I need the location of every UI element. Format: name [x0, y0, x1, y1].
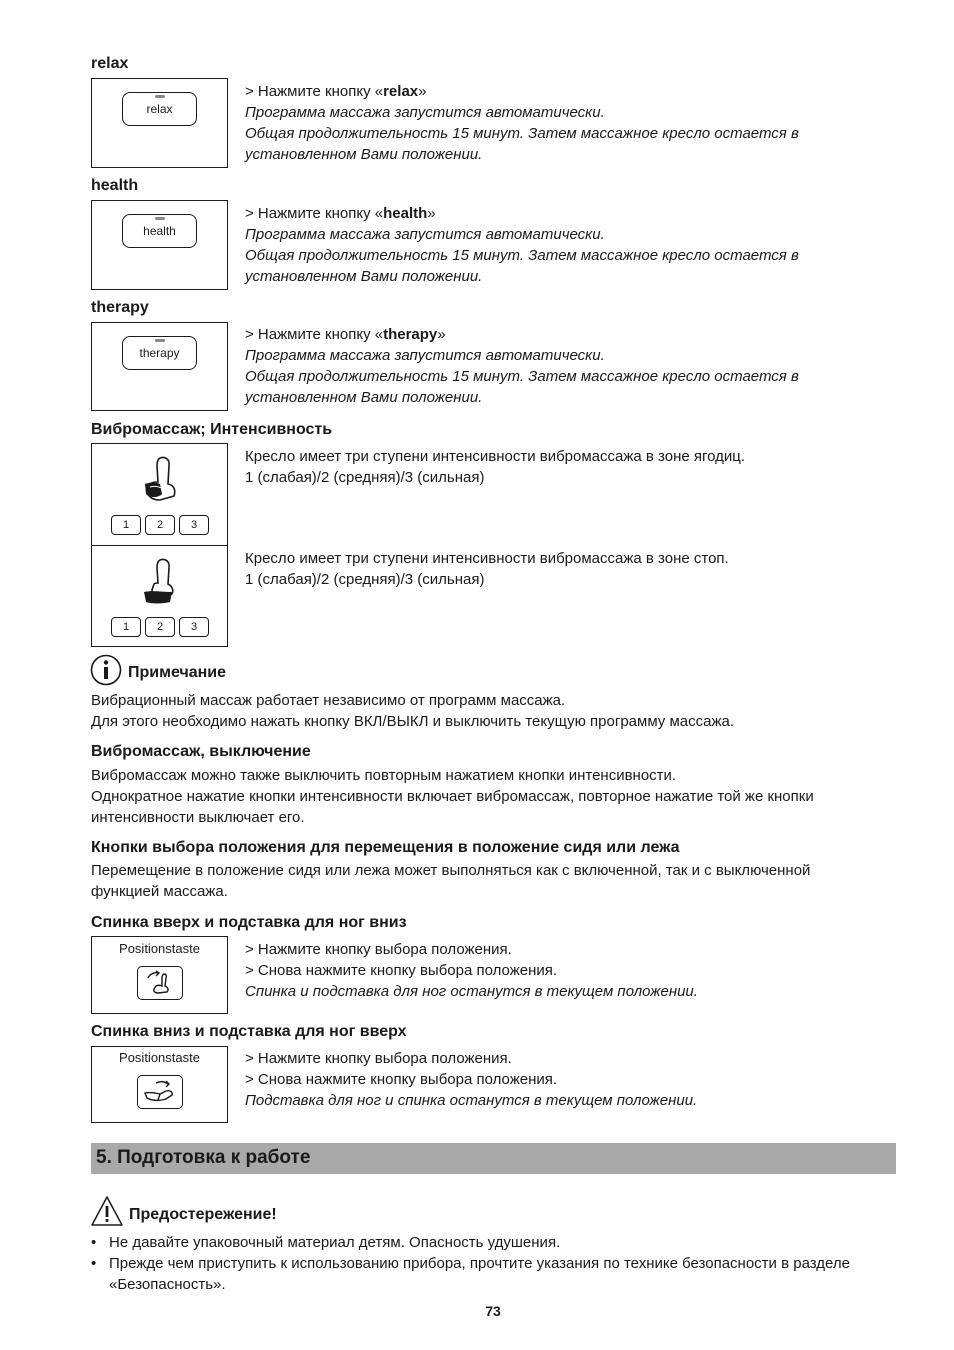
- page-number: 73: [485, 1303, 501, 1319]
- position-key: [137, 966, 183, 1000]
- feet-vibro-description: [245, 548, 885, 590]
- back-up-step: > Снова нажмите кнопку выбора положения.: [245, 962, 558, 979]
- recline-down-icon: [142, 1079, 178, 1105]
- back-down-step: > Нажмите кнопку выбора положения.: [245, 1050, 512, 1067]
- position-buttons-heading: Кнопки выбора положения для перемещения в положение сидя или лежа: [91, 839, 680, 856]
- section-title: 5. Подготовка к работе: [96, 1147, 311, 1168]
- intensity-level-1-button: 1: [111, 617, 141, 637]
- note-heading: Примечание: [128, 664, 227, 681]
- warning-list: [91, 1232, 851, 1295]
- note-body: [91, 690, 891, 732]
- vibro-off-body: [91, 765, 891, 828]
- health-heading: health: [91, 177, 139, 194]
- seat-vibro-levels: 1 (слабая)/2 (средняя)/3 (сильная): [245, 469, 485, 486]
- chair-feet-zone-icon: [140, 556, 180, 606]
- seat-vibro-illustration: [91, 443, 228, 546]
- health-duration: Общая продолжительность 15 минут. Затем массажное кресло остается в: [245, 247, 799, 264]
- feet-vibro-text: Кресло имеет три ступени интенсивности вибромассажа в зоне стоп.: [245, 550, 729, 567]
- relax-instruction: > Нажмите кнопку «relax»: [245, 83, 427, 100]
- info-icon: [90, 654, 122, 686]
- back-down-description: [245, 1048, 885, 1111]
- back-up-heading: Спинка вверх и подставка для ног вниз: [91, 914, 407, 931]
- therapy-description: [245, 324, 885, 408]
- vibro-off-line: Вибромассаж можно также выключить повторным нажатием кнопки интенсивности.: [91, 767, 677, 784]
- relax-position: установленном Вами положении.: [245, 146, 483, 163]
- list-item: • Прежде чем приступить к использованию прибора, прочтите указания по технике безопасности в разделе «Безопасность».: [91, 1253, 851, 1295]
- warning-icon: [90, 1195, 124, 1227]
- back-up-result: Спинка и подставка для ног останутся в текущем положении.: [245, 983, 698, 1000]
- relax-button-illustration: [91, 78, 228, 168]
- therapy-button: therapy: [122, 336, 197, 370]
- back-down-heading: Спинка вниз и подставка для ног вверх: [91, 1023, 407, 1040]
- relax-heading: relax: [91, 55, 129, 72]
- intensity-level-2-button: 2: [145, 617, 175, 637]
- position-key: [137, 1075, 183, 1109]
- therapy-auto-start: Программа массажа запустится автоматически.: [245, 347, 605, 364]
- health-instruction: > Нажмите кнопку «health»: [245, 205, 436, 222]
- back-up-description: [245, 939, 885, 1002]
- back-up-step: > Нажмите кнопку выбора положения.: [245, 941, 512, 958]
- position-key-label: Positionstaste: [119, 1050, 200, 1065]
- position-buttons-body: [91, 860, 891, 902]
- health-auto-start: Программа массажа запустится автоматически.: [245, 226, 605, 243]
- intensity-level-3-button: 3: [179, 617, 209, 637]
- back-down-button-illustration: [91, 1046, 228, 1123]
- health-position: установленном Вами положении.: [245, 268, 483, 285]
- back-up-button-illustration: [91, 936, 228, 1014]
- list-item: • Не давайте упаковочный материал детям. Опасность удушения.: [91, 1232, 851, 1253]
- note-line: Для этого необходимо нажать кнопку ВКЛ/ВЫКЛ и выключить текущую программу массажа.: [91, 713, 735, 730]
- position-buttons-line: функцией массажа.: [91, 883, 228, 900]
- seat-vibro-description: [245, 446, 885, 488]
- feet-vibro-levels: 1 (слабая)/2 (средняя)/3 (сильная): [245, 571, 485, 588]
- warning-heading: Предостережение!: [129, 1206, 277, 1223]
- back-down-result: Подставка для ног и спинка останутся в текущем положении.: [245, 1092, 698, 1109]
- therapy-instruction: > Нажмите кнопку «therapy»: [245, 326, 446, 343]
- intensity-level-3-button: 3: [179, 515, 209, 535]
- therapy-heading: therapy: [91, 299, 149, 316]
- seat-vibro-text: Кресло имеет три ступени интенсивности вибромассажа в зоне ягодиц.: [245, 448, 746, 465]
- note-line: Вибрационный массаж работает независимо от программ массажа.: [91, 692, 566, 709]
- back-down-step: > Снова нажмите кнопку выбора положения.: [245, 1071, 558, 1088]
- section-title-bar: [91, 1143, 896, 1174]
- relax-auto-start: Программа массажа запустится автоматически.: [245, 104, 605, 121]
- feet-vibro-illustration: [91, 545, 228, 647]
- recline-up-icon: [144, 970, 176, 996]
- health-description: [245, 203, 885, 287]
- vibro-off-heading: Вибромассаж, выключение: [91, 743, 311, 760]
- intensity-level-1-button: 1: [111, 515, 141, 535]
- position-key-label: Positionstaste: [119, 941, 200, 956]
- relax-duration: Общая продолжительность 15 минут. Затем массажное кресло остается в: [245, 125, 799, 142]
- relax-button: relax: [122, 92, 197, 126]
- vibro-off-line: интенсивности выключает его.: [91, 809, 305, 826]
- therapy-button-illustration: [91, 322, 228, 411]
- therapy-position: установленном Вами положении.: [245, 389, 483, 406]
- intensity-level-2-button: 2: [145, 515, 175, 535]
- chair-seat-zone-icon: [140, 454, 180, 504]
- vibro-intensity-heading: Вибромассаж; Интенсивность: [91, 421, 333, 438]
- position-buttons-line: Перемещение в положение сидя или лежа может выполняться как с включенной, так и с выключенной: [91, 862, 811, 879]
- relax-description: [245, 81, 885, 165]
- health-button: health: [122, 214, 197, 248]
- therapy-duration: Общая продолжительность 15 минут. Затем массажное кресло остается в: [245, 368, 799, 385]
- health-button-illustration: [91, 200, 228, 290]
- vibro-off-line: Однократное нажатие кнопки интенсивности включает вибромассаж, повторное нажатие той же кнопки: [91, 788, 814, 805]
